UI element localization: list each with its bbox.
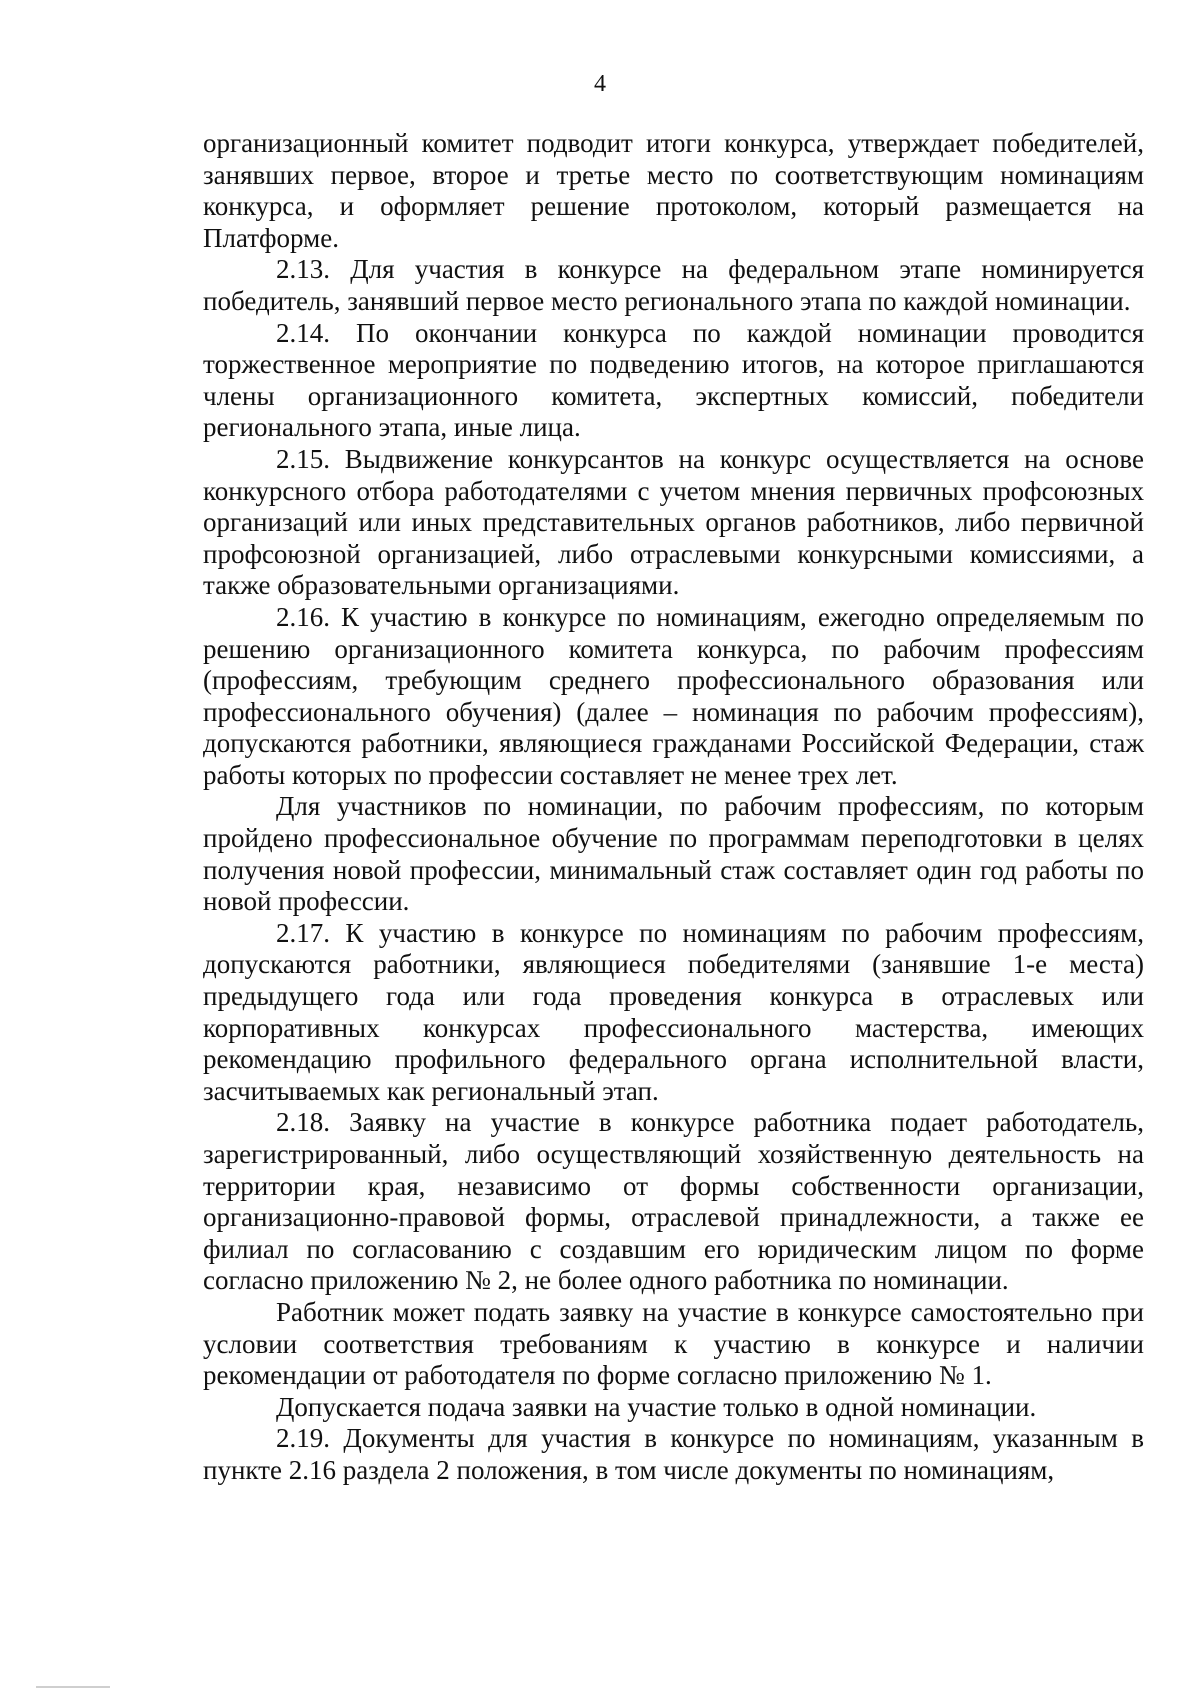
page-number: 4 — [594, 71, 606, 97]
paragraph-2-13: 2.13. Для участия в конкурсе на федеральном этапе номинируется победитель, занявший первое место регионального этапа по каждой номинации. — [203, 254, 1144, 316]
paragraph-2-18-single-nomination: Допускается подача заявки на участие только в одной номинации. — [276, 1391, 1037, 1422]
paragraph-2-16: 2.16. К участию в конкурсе по номинациям, ежегодно определяемым по решению организационного комитета конкурса, по рабочим профессиям (профессиям, требующим среднего профессионального образования или профессионального обучения) (далее – номинация по рабочим профессиям), допускаются работники, являющиеся гражданами Российской Федерации, стаж работы которых по профессии составляет не менее трех лет. — [203, 601, 1144, 790]
scan-edge-mark — [36, 1686, 110, 1688]
paragraph-2-16-addendum: Для участников по номинации, по рабочим профессиям, по которым пройдено профессиональное обучение по программам переподготовки в целях получения новой профессии, минимальный стаж составляет один год работы по новой профессии. — [203, 791, 1144, 917]
paragraph-2-18: 2.18. Заявку на участие в конкурсе работника подает работодатель, зарегистрированный, либо осуществляющий хозяйственную деятельность на территории края, независимо от формы собственности организации, организационно-правовой формы, отраслевой принадлежности, а также ее филиал по согласованию с создавшим его юридическим лицом по форме согласно приложению № 2, не более одного работника по номинации. — [203, 1107, 1144, 1296]
document-body — [203, 128, 1144, 1487]
paragraph-2-18-self-application: Работник может подать заявку на участие в конкурсе самостоятельно при условии соответствия требованиям к участию в конкурсе и наличии рекомендации от работодателя по форме согласно приложению № 1. — [203, 1296, 1144, 1391]
paragraph-2-19: 2.19. Документы для участия в конкурсе по номинациям, указанным в пункте 2.16 раздела 2 положения, в том числе документы по номинациям, — [203, 1423, 1144, 1485]
paragraph-2-15: 2.15. Выдвижение конкурсантов на конкурс осуществляется на основе конкурсного отбора работодателями с учетом мнения первичных профсоюзных организаций или иных представительных органов работников, либо первичной профсоюзной организацией, либо отраслевыми конкурсными комиссиями, а также образовательными организациями. — [203, 443, 1144, 601]
paragraph-continuation: организационный комитет подводит итоги конкурса, утверждает победителей, занявших первое, второе и третье место по соответствующим номинациям конкурса, и оформляет решение протоколом, который размещается на Платформе. — [203, 128, 1144, 253]
paragraph-2-17: 2.17. К участию в конкурсе по номинациям по рабочим профессиям, допускаются работники, являющиеся победителями (занявшие 1-е места) предыдущего года или года проведения конкурса в отраслевых или корпоративных конкурсах профессионального мастерства, имеющих рекомендацию профильного федерального органа исполнительной власти, засчитываемых как региональный этап. — [203, 917, 1144, 1106]
paragraph-2-14: 2.14. По окончании конкурса по каждой номинации проводится торжественное мероприятие по подведению итогов, на которое приглашаются члены организационного комитета, экспертных комиссий, победители регионального этапа, иные лица. — [203, 317, 1144, 443]
